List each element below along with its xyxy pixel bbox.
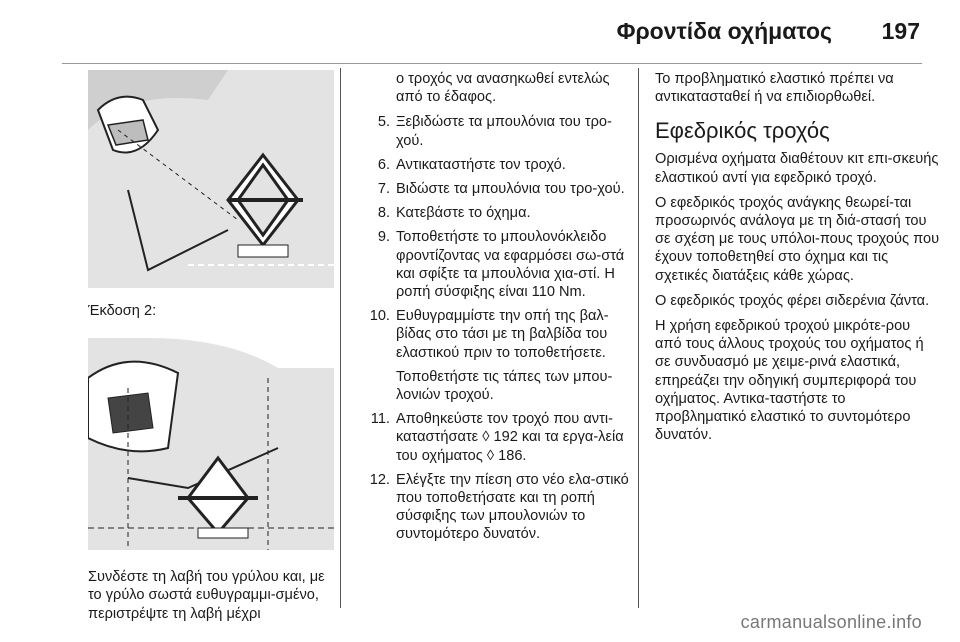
step-text: Ελέγξτε την πίεση στο νέο ελα-στικό που τοποθετήσατε και τη ροπή σύσφιξης των μπουλονιών το συντομότερο δυνατόν. — [396, 471, 629, 543]
header-rule — [62, 63, 922, 64]
column-middle — [352, 70, 632, 550]
version-caption: Έκδοση 2: — [88, 303, 157, 319]
step-number: 10. — [369, 308, 390, 325]
step-number: 5. — [377, 114, 390, 131]
section-heading: Εφεδρικός τροχός — [655, 118, 830, 144]
paragraph: Ο εφεδρικός τροχός φέρει σιδερένια ζάντα. — [655, 292, 930, 309]
step-text: Κατεβάστε το όχημα. — [396, 205, 531, 222]
column-right — [655, 70, 940, 451]
step-text: Βιδώστε τα μπουλόνια του τρο-χού. — [396, 181, 625, 198]
column-divider — [638, 68, 639, 608]
list-item — [352, 180, 632, 198]
list-item — [352, 204, 632, 222]
paragraph: Ορισμένα οχήματα διαθέτουν κιτ επι-σκευής ελαστικού αντί για εφεδρικό τροχό. — [655, 151, 939, 186]
jack-illustration-1 — [88, 70, 334, 288]
steps-list — [352, 113, 632, 543]
page-header — [0, 0, 960, 56]
list-item — [352, 156, 632, 174]
step-number: 11. — [370, 411, 390, 428]
step-number: 12. — [369, 471, 390, 488]
step-text: Τοποθετήστε το μπουλονόκλειδο φροντίζοντας να εφαρμόσει σω-στά και σφίξτε τα μπουλόνια χια-στί. Η ροπή σύσφιξης είναι 110 Nm. — [396, 229, 625, 301]
column-divider — [340, 68, 341, 608]
instruction-text: Συνδέστε τη λαβή του γρύλου και, με το γρύλο σωστά ευθυγραμμι-σμένο, περιστρέψτε τη λαβή μέχρι — [88, 569, 325, 622]
jack-illustration-2 — [88, 338, 334, 550]
step-number: 7. — [377, 181, 390, 198]
intro-text: Το προβληματικό ελαστικό πρέπει να αντικατασταθεί ή να επιδιορθωθεί. — [655, 71, 894, 106]
watermark: carmanualsonline.info — [740, 612, 922, 632]
list-item — [352, 307, 632, 362]
list-item — [352, 410, 632, 465]
paragraph: Ο εφεδρικός τροχός ανάγκης θεωρεί-ται προσωρινός ανάλογα με τη διά-στασή του σε σχέση με τους υπόλοι-πους τροχούς που έχουν τοποθετηθεί στο όχημα και τις σχετικές διατάξεις κάθε χώρας. — [655, 194, 940, 284]
list-item — [352, 471, 632, 544]
section-title: Φροντίδα οχήματος — [616, 18, 832, 44]
page-number: 197 — [881, 18, 920, 44]
step-text: Ξεβιδώστε τα μπουλόνια του τρο-χού. — [396, 114, 612, 149]
step-number: 6. — [377, 156, 390, 173]
step-text: Αντικαταστήστε τον τροχό. — [396, 156, 566, 173]
column-left — [88, 70, 333, 630]
step-text: Αποθηκεύστε τον τροχό που αντι-καταστήσατε ◊ 192 και τα εργα-λεία του οχήματος ◊ 186. — [396, 411, 624, 464]
list-item — [352, 228, 632, 301]
step-note: Τοποθετήστε τις τάπες των μπου-λονιών τροχού. — [396, 368, 613, 404]
step-number: 9. — [377, 229, 390, 246]
paragraph: Η χρήση εφεδρικού τροχού μικρότε-ρου από τους άλλους τροχούς του οχήματος ή σε συνδυασμό με χειμε-ρινά ελαστικά, επηρεάζει την οδηγική συμπεριφορά του οχήματος. Αντικα-ταστήστε το προβληματικό ελαστικό το συντομότερο δυνατόν. — [655, 318, 924, 444]
step-number: 8. — [377, 205, 390, 222]
intro-text: ο τροχός να ανασηκωθεί εντελώς από το έδαφος. — [396, 71, 610, 106]
step-text: Ευθυγραμμίστε την οπή της βαλ-βίδας στο τάσι με τη βαλβίδα του ελαστικού πριν το τοποθετήσετε. — [396, 308, 609, 361]
list-item — [352, 113, 632, 149]
